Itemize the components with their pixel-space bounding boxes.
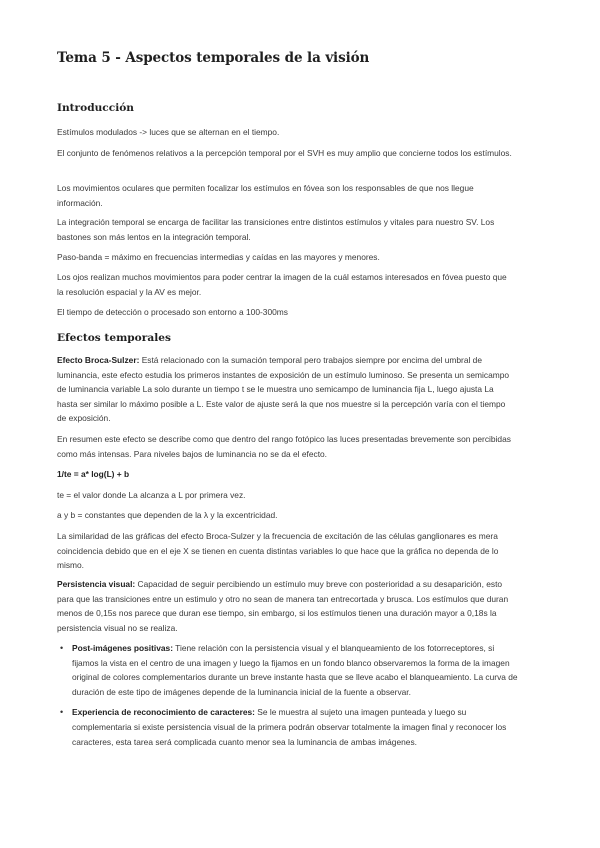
intro-paragraph-7: El tiempo de detección o procesado son entorno a 100-300ms bbox=[57, 307, 288, 317]
broca-sulzer-label: Efecto Broca-Sulzer: bbox=[57, 355, 140, 365]
broca-sulzer-paragraph bbox=[57, 353, 515, 426]
te-definition: te = el valor donde La alcanza a L por primera vez. bbox=[57, 490, 246, 500]
intro-paragraph-6: Los ojos realizan muchos movimientos para poder centrar la imagen de la cuál estamos interesados en fóvea puesto que la resolución espacial y la AV es mejor. bbox=[57, 272, 507, 297]
intro-heading: Introducción bbox=[57, 102, 135, 114]
intro-paragraph-1: Estímulos modulados -> luces que se alternan en el tiempo. bbox=[57, 127, 280, 137]
intro-paragraph-4: La integración temporal se encarga de facilitar las transiciones entre distintos estímulos y vitales para nuestro SV. Los bastones son más lentos en la integración temporal. bbox=[57, 217, 495, 242]
persistence-text: Capacidad de seguir percibiendo un estímulo muy breve con posterioridad a su desaparición, esto para que las transiciones entre un estimulo y otro no sean de manera tan entrecortada y brusca. Los estímulos que duran menos de 0,15s nos parece que duran ese tiempo, sin embargo, si los estímulos tienen una duración mayor a 0,18s la persistencia visual no se realiza. bbox=[57, 579, 509, 633]
effects-heading: Efectos temporales bbox=[57, 332, 171, 344]
similarity-paragraph: La similaridad de las gráficas del efecto Broca-Sulzer y la frecuencia de excitación de las células ganglionares es mera coincidencia debido que en el eje X se tienen en cuenta distintas variables lo que hace que la gráfica no dependa de lo mismo. bbox=[57, 531, 499, 571]
broca-sulzer-text: Está relacionado con la sumación temporal pero trabajos siempre por encima del umbral de luminancia, este efecto estudia los primeros instantes de exposición de un estímulo luminoso. Se presenta un semicampo de luminancia variable La solo durante un tiempo t se le muestra uno semicampo de luminancia fija L, luego ajusta La hasta ser similar lo máximo posible a L. Este valor de ajuste será la que nos muestre si la percepción varía con el tiempo de exposición. bbox=[57, 355, 510, 424]
formula: 1/te = a* log(L) + b bbox=[57, 469, 130, 479]
bullet-label: Experiencia de reconocimiento de caracteres: bbox=[72, 707, 255, 718]
document-title: Tema 5 - Aspectos temporales de la visión bbox=[57, 50, 370, 66]
persistence-label: Persistencia visual: bbox=[57, 579, 136, 589]
bullet-icon: • bbox=[60, 643, 64, 653]
bullet-label: Post-imágenes positivas: bbox=[72, 643, 173, 653]
intro-paragraph-2: El conjunto de fenómenos relativos a la percepción temporal por el SVH es muy amplio que concierne todos los estímulos. bbox=[57, 148, 512, 158]
bullet-text: Se le muestra al sujeto una imagen punteada y luego su complementaria si existe persistencia visual de la primera podrán observar totalmente la imagen final y reconocer los caracteres, esta tarea será complicada cuanto menor sea la luminancia de ambas imágenes. bbox=[72, 707, 507, 747]
bullet-list bbox=[57, 641, 519, 749]
intro-paragraph-5: Paso-banda = máximo en frecuencias intermedias y caídas en las mayores y menores. bbox=[57, 252, 380, 262]
ab-definition: a y b = constantes que dependen de la λ y la excentricidad. bbox=[57, 510, 278, 520]
intro-paragraph-3: Los movimientos oculares que permiten focalizar los estímulos en fóvea son los responsables de que nos llegue información. bbox=[57, 183, 474, 208]
bullet-icon: • bbox=[60, 707, 64, 718]
persistence-paragraph bbox=[57, 577, 515, 635]
list-item bbox=[57, 641, 519, 699]
bullet-text: Tiene relación con la persistencia visual y el blanqueamiento de los fotorreceptores, si fijamos la vista en el centro de una imagen y luego la fijamos en un fondo blanco observaremos la forma de la imagen original de colores complementarios durante un breve instante hasta que se lleve acabo el blanqueamiento. La curva de duración de este tipo de imágenes depende de la luminancia inicial de la fuente a observar. bbox=[72, 643, 518, 697]
list-item bbox=[57, 705, 519, 749]
summary-paragraph: En resumen este efecto se describe como que dentro del rango fotópico las luces presentadas brevemente son percibidas como más intensas. Para niveles bajos de luminancia no se da el efecto. bbox=[57, 434, 511, 459]
